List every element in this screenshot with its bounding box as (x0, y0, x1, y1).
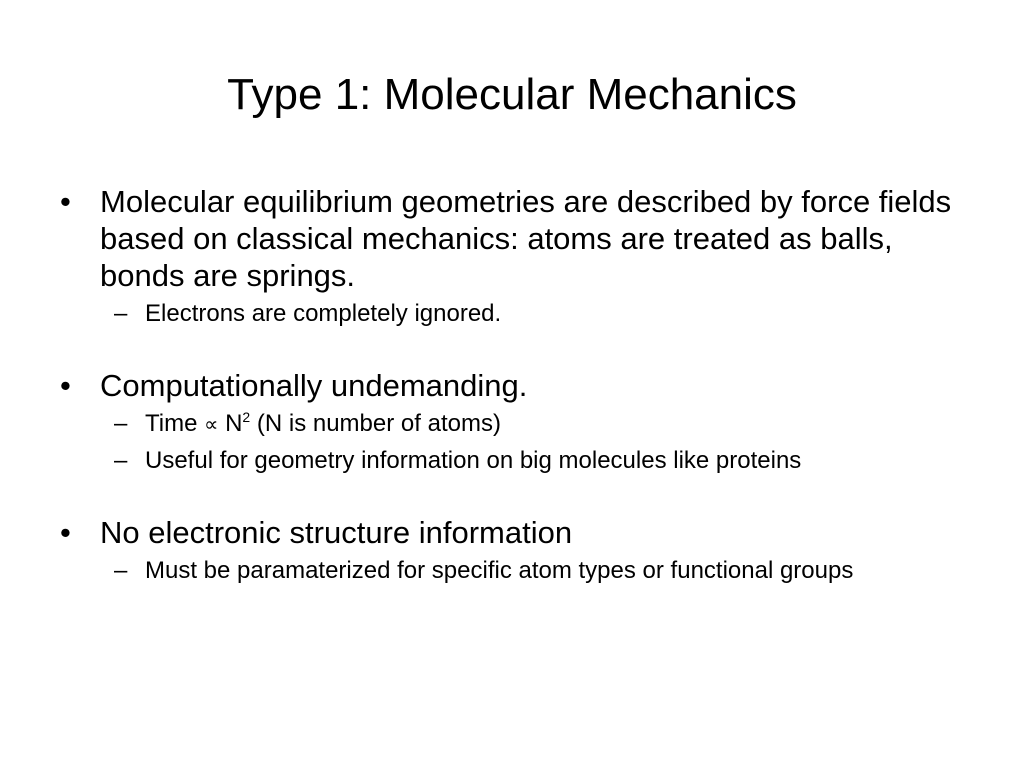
bullet-text: No electronic structure information (100, 515, 573, 550)
sub-bullet-item (100, 555, 960, 586)
sub-bullet-marker: – (114, 557, 128, 584)
bullet-text: Molecular equilibrium geometries are described by force fields based on classical mechanics: atoms are treated as balls, bonds are springs. (100, 184, 952, 293)
sub-bullet-marker: – (114, 447, 128, 474)
sub-bullet-text: Useful for geometry information on big molecules like proteins (145, 447, 802, 474)
sub-bullet-text (145, 410, 501, 437)
bullet-marker: • (60, 368, 71, 403)
bullet-item (60, 367, 960, 476)
time-note: (N is number of atoms) (250, 410, 501, 437)
slide-title: Type 1: Molecular Mechanics (227, 70, 797, 119)
n-symbol: N (218, 410, 243, 437)
slide-content (60, 183, 960, 586)
sub-bullet-marker: – (114, 300, 128, 327)
bullet-item (60, 183, 960, 329)
bullet-marker: • (60, 184, 71, 219)
proportional-to-symbol: ∝ (204, 412, 219, 436)
bullet-item (60, 514, 960, 586)
sub-bullet-marker: – (114, 410, 128, 437)
sub-bullet-item (100, 408, 960, 440)
bullet-text: Computationally undemanding. (100, 368, 528, 403)
sub-bullet-text: Must be paramaterized for specific atom types or functional groups (145, 557, 854, 584)
sub-bullet-list (100, 555, 960, 586)
time-label: Time (145, 410, 205, 437)
sub-bullet-list (100, 408, 960, 476)
sub-bullet-item (100, 445, 960, 476)
exponent: 2 (242, 409, 251, 425)
bullet-marker: • (60, 515, 71, 550)
sub-bullet-item (100, 298, 960, 329)
sub-bullet-text: Electrons are completely ignored. (145, 300, 502, 327)
sub-bullet-list (100, 298, 960, 329)
